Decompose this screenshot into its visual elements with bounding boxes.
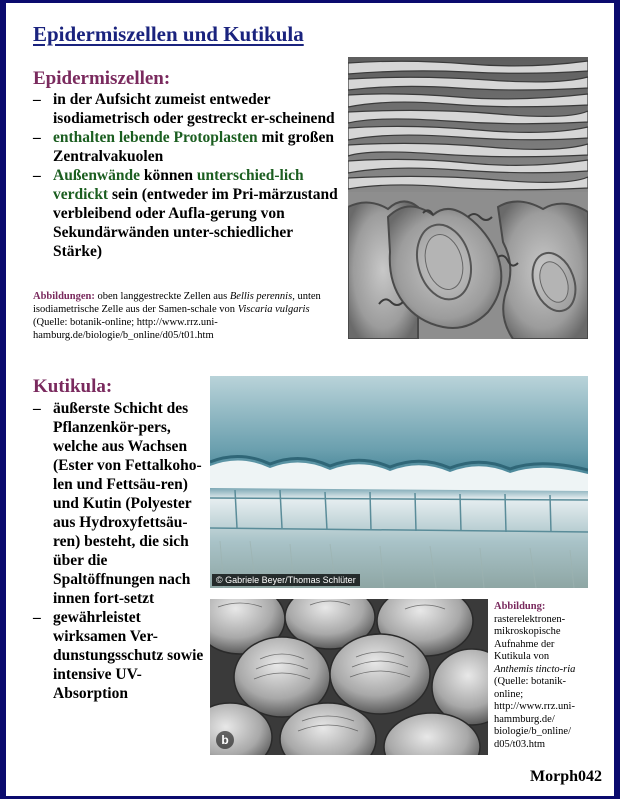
bullet-text: gewährleistet wirksamen Ver-dunstungsschutz sowie intensive UV-Absorption (53, 609, 204, 702)
figure-caption-kutikula (494, 601, 588, 751)
bullet-item (33, 90, 345, 128)
page-number: Morph042 (530, 768, 602, 785)
frame-right (614, 0, 620, 799)
bullet-item (33, 166, 345, 261)
bullet-dash: – (33, 129, 41, 146)
caption-species: Bellis perennis (229, 291, 293, 302)
caption-label: Abbildungen: (33, 291, 95, 302)
image-cuticle-section (210, 376, 588, 588)
image-cuticle-sem (210, 599, 488, 755)
photo-credit: © Gabriele Beyer/Thomas Schlüter (212, 574, 360, 586)
epidermis-micrograph (348, 57, 588, 339)
bullet-highlight: unterschied-lich verdickt (53, 167, 304, 203)
bullet-text: sein (entweder im Pri-märzustand verbleibend oder Aufla-gerung von Sekundärwänden unter-schiedlicher Stärke) (53, 186, 338, 260)
bullet-dash: – (33, 91, 41, 108)
bullet-highlight: Außenwände (53, 167, 140, 184)
bullet-text: in der Aufsicht zumeist entweder isodiametrisch oder gestreckt er-scheinend (53, 91, 335, 127)
bullet-item (33, 608, 208, 703)
cuticle-sem-micrograph (210, 599, 488, 755)
caption-label: Abbildung: (494, 601, 546, 612)
cuticle-micrograph (210, 376, 588, 588)
bullet-list-kutikula (33, 399, 208, 703)
section-heading-kutikula: Kutikula: (33, 376, 113, 397)
figure-caption-epidermiszellen (33, 290, 345, 342)
frame-top (0, 0, 620, 3)
image-label-b: b (216, 731, 234, 749)
caption-species: Viscaria vulgaris (237, 304, 310, 315)
bullet-text: mit großen Zentralvakuolen (53, 129, 335, 165)
caption-species: Anthemis tincto-ria (494, 663, 576, 675)
caption-text: (Quelle: botanik-online; http://www.rrz.uni-hamburg.de/biologie/b_online/d05/t01.htm (33, 317, 218, 341)
bullet-text: können (140, 167, 197, 184)
bullet-item (33, 128, 345, 166)
frame-left (0, 0, 6, 799)
bullet-list-epidermiszellen (33, 90, 345, 261)
bullet-dash: – (33, 167, 41, 184)
bullet-dash: – (33, 609, 41, 626)
caption-text: , unten isodiametrische Zelle aus der Samen-schale von (33, 291, 321, 315)
bullet-dash: – (33, 400, 41, 417)
bullet-item (33, 399, 208, 608)
caption-text: oben langgestreckte Zellen aus (94, 291, 230, 302)
image-epidermis-cells (348, 57, 588, 339)
caption-text: rasterelektronen-mikroskopische Aufnahme der Kutikula von (494, 613, 566, 662)
section-heading-epidermiszellen: Epidermiszellen: (33, 68, 171, 89)
page-title: Epidermiszellen und Kutikula (33, 22, 304, 46)
bullet-highlight: enthalten lebende Protoplasten (53, 129, 258, 146)
bullet-text: äußerste Schicht des Pflanzenkör-pers, welche aus Wachsen (Ester von Fettalkoho-len und Fettsäu-ren) und Kutin (Polyester aus Hydroxyfettsäu-ren) besteht, die sich über die Spaltöffnungen nach innen fort-setzt (53, 400, 202, 607)
caption-text: (Quelle: botanik-online; http://www.rrz.uni-hammburg.de/ biologie/b_online/ d05/t03.htm (494, 676, 575, 750)
